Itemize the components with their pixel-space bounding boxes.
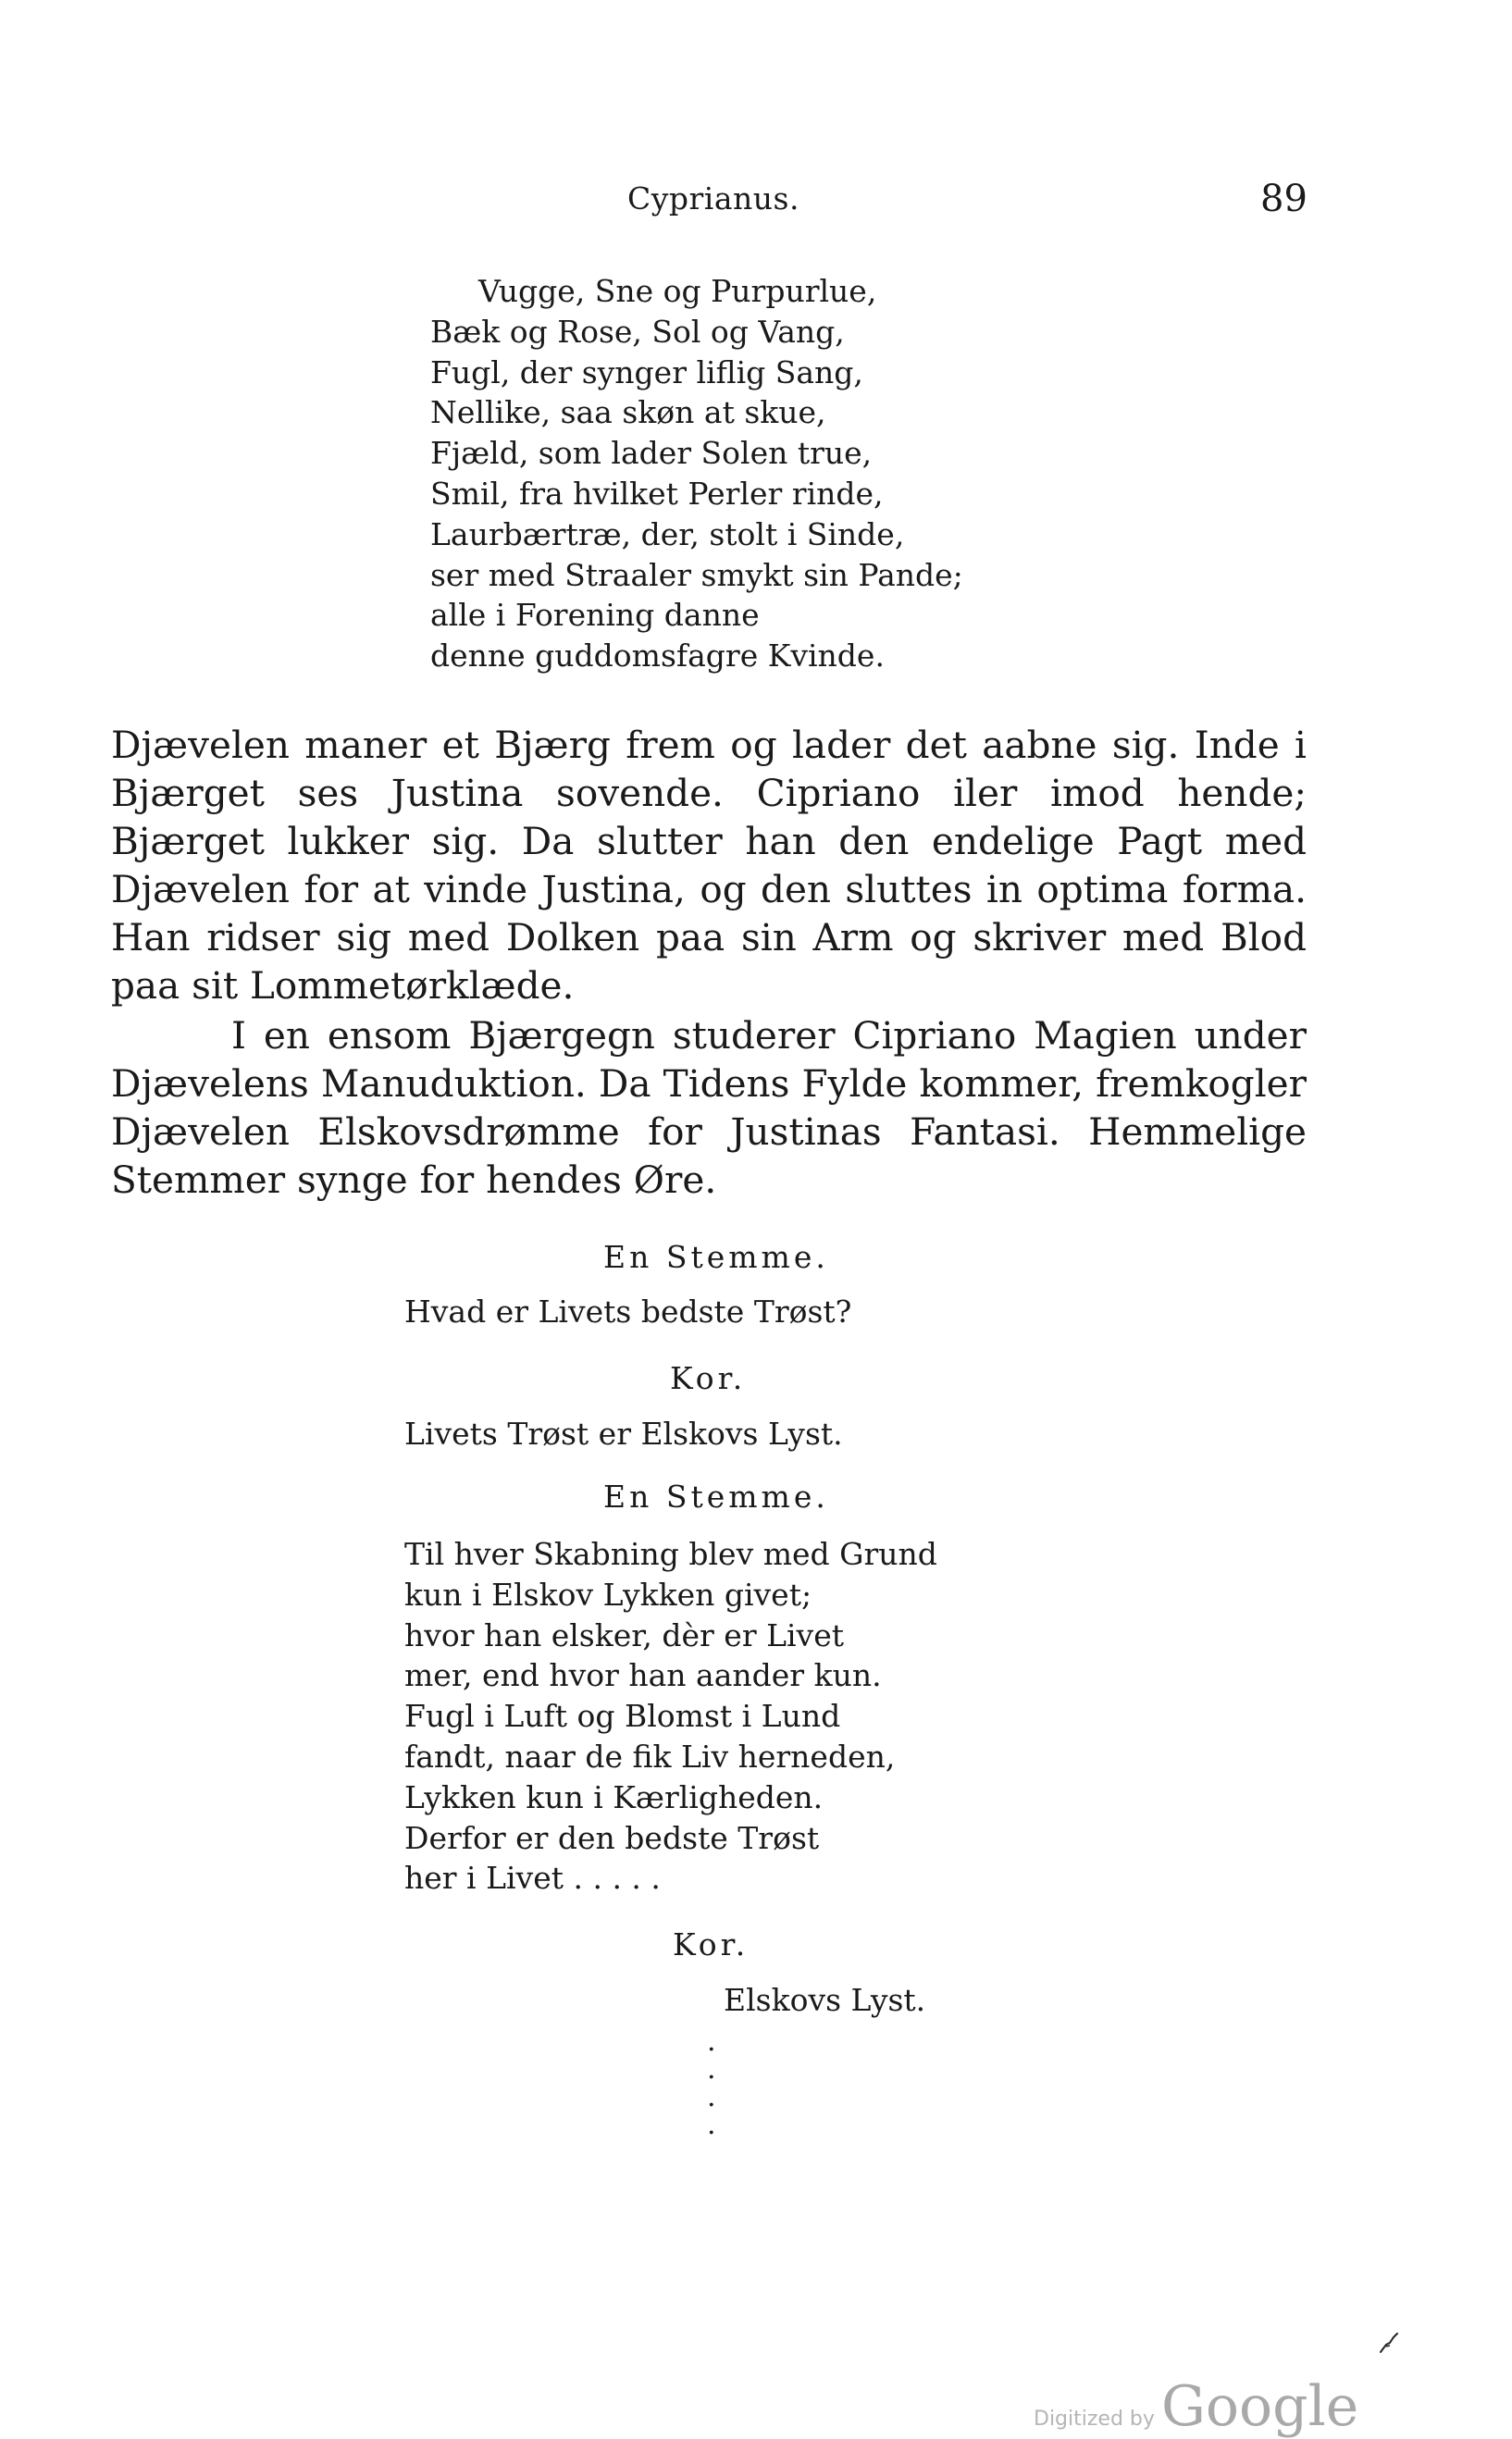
verse-line: Lykken kun i Kærligheden.: [404, 1778, 824, 1815]
dialogue-line: Elskovs Lyst.: [724, 1982, 926, 2018]
verse-line: Smil, fra hvilket Perler rinde,: [430, 475, 884, 512]
speaker-label: En Stemme.: [603, 1479, 829, 1515]
ellipsis-dot: .: [707, 2025, 716, 2058]
dialogue-line: Livets Trøst er Elskovs Lyst.: [404, 1416, 843, 1452]
verse-line: fandt, naar de fik Liv herneden,: [404, 1738, 896, 1775]
google-logo: Google: [1161, 2374, 1359, 2439]
verse-line: mer, end hvor han aander kun.: [404, 1657, 882, 1694]
verse-line: Laurbærtræ, der, stolt i Sinde,: [430, 515, 905, 552]
verse-line: alle i Forening danne: [430, 597, 760, 634]
speaker-label: Kor.: [673, 1926, 750, 1962]
ellipsis-dot: .: [707, 2081, 716, 2113]
verse-line: Bæk og Rose, Sol og Vang,: [430, 313, 845, 350]
verse-line: Vugge, Sne og Purpurlue,: [478, 273, 877, 309]
watermark-prefix: Digitized by: [1034, 2408, 1155, 2431]
speaker-label: En Stemme.: [603, 1239, 829, 1275]
running-title: Cyprianus.: [627, 180, 799, 217]
verse-stanza-two: [404, 1534, 937, 1899]
verse-line: her i Livet . . . . .: [404, 1860, 661, 1897]
ellipsis-dot: .: [707, 2109, 716, 2141]
stage-direction-paragraph: [111, 1011, 1307, 1204]
ellipsis-dots: [707, 2025, 716, 2141]
verse-line: Til hver Skabning blev med Grund: [404, 1536, 937, 1572]
dialogue-line: Hvad er Livets bedste Trøst?: [404, 1294, 852, 1330]
verse-line: denne guddomsfagre Kvinde.: [430, 638, 885, 675]
verse-line: Derfor er den bedste Trøst: [404, 1819, 820, 1856]
verse-stanza-one: [430, 271, 963, 676]
verse-line: Fjæld, som lader Solen true,: [430, 435, 873, 472]
verse-line: ser med Straaler smykt sin Pande;: [430, 556, 963, 593]
ellipsis-dot: .: [707, 2053, 716, 2086]
verse-line: hvor han elsker, dèr er Livet: [404, 1616, 844, 1653]
digitized-by-google-watermark: [1034, 2374, 1358, 2439]
stage-direction-paragraph: [111, 721, 1307, 1009]
verse-line: kun i Elskov Lykken givet;: [404, 1576, 812, 1613]
page-number: 89: [1260, 178, 1308, 220]
verse-line: Nellike, saa skøn at skue,: [430, 394, 826, 431]
stage-direction-text: Djævelen maner et Bjærg frem og lader det aabne sig. Inde i Bjærget ses Justina sovende. Cipriano iler imod hende; Bjærget lukker sig. Da slutter han den endelige Pagt med Djævelen for at vinde Justina, og den sluttes in optima forma. Han ridser sig med Dolken paa sin Arm og skriver med Blod paa sit Lommetørklæde.: [111, 723, 1307, 1008]
verse-line: Fugl i Luft og Blomst i Lund: [404, 1698, 841, 1735]
ink-mark-icon: [1379, 2332, 1399, 2354]
stage-direction-text: I en ensom Bjærgegn studerer Cipriano Magien under Djævelens Manuduktion. Da Tidens Fylde kommer, fremkogler Djævelen Elskovsdrømme for Justinas Fantasi. Hemmelige Stemmer synge for hendes Øre.: [111, 1013, 1307, 1202]
speaker-label: Kor.: [670, 1360, 747, 1396]
verse-line: Fugl, der synger liflig Sang,: [430, 353, 863, 390]
